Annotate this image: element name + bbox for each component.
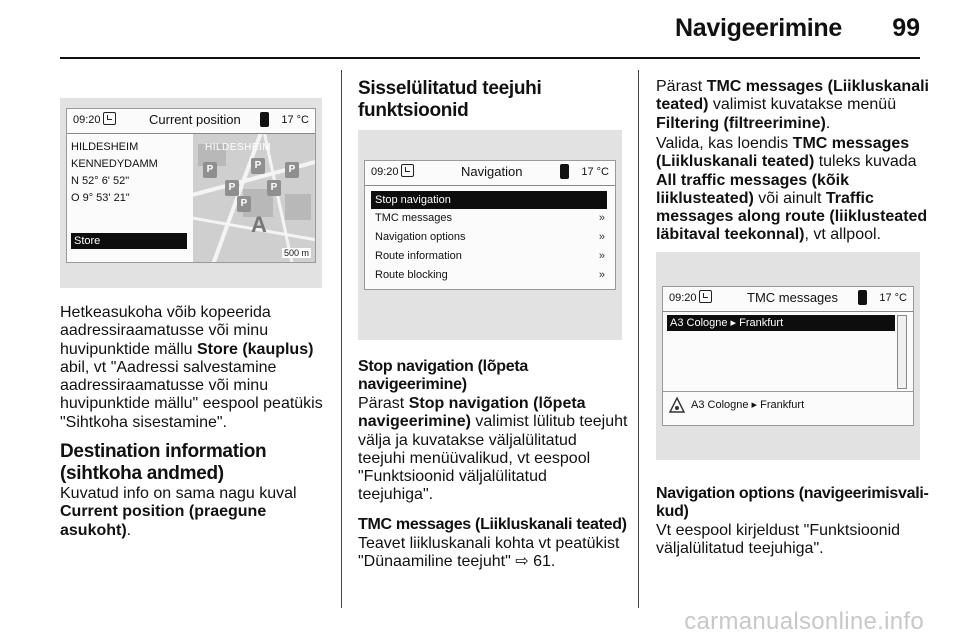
text-line bbox=[656, 96, 936, 114]
list-divider bbox=[663, 391, 913, 392]
text-line: huvipunktide mällu" eespool peatükis bbox=[60, 395, 323, 413]
heading-line: Navigation options (navigeerimisvali- bbox=[656, 485, 929, 502]
parking-pin-icon: P bbox=[267, 180, 281, 196]
text-bold: Current position (praegune asukoht) bbox=[60, 503, 267, 539]
page-header-title: Navigeerimine bbox=[674, 14, 842, 42]
tmc-messages-subheading: TMC messages (Liikluskanali teated) bbox=[358, 516, 627, 533]
text-line bbox=[656, 172, 936, 190]
text-span: tuleks kuvada bbox=[814, 153, 917, 171]
text-bold: läbitaval teekonnal) bbox=[656, 226, 805, 244]
temperature: 17 °C bbox=[879, 292, 907, 304]
text-line: Hetkeasukoha võib kopeerida bbox=[60, 304, 271, 321]
text-span: Pärast bbox=[358, 395, 409, 412]
clock-icon bbox=[401, 164, 414, 177]
current-position-screenshot bbox=[60, 98, 322, 288]
text-line: "Sihtkoha sisestamine". bbox=[60, 413, 227, 431]
text-bold: (Liikluskanali teated) bbox=[656, 153, 815, 171]
page-reference-icon: ⇨ bbox=[515, 553, 529, 571]
col3-paragraph-2 bbox=[656, 135, 936, 245]
col3-paragraph-3 bbox=[656, 522, 936, 559]
text-line: Teavet liikluskanali kohta vt peatükist bbox=[358, 535, 620, 552]
text-span: . bbox=[126, 521, 132, 539]
map-city-label: HILDESHEIM bbox=[205, 142, 272, 153]
temperature: 17 °C bbox=[581, 166, 609, 178]
text-bold: teated) bbox=[656, 96, 709, 114]
text-span: huvipunktide mällu bbox=[60, 340, 197, 358]
text-span: , vt allpool. bbox=[804, 226, 881, 244]
current-position-screen bbox=[66, 108, 316, 263]
thermometer-icon bbox=[260, 112, 269, 127]
page-reference[interactable]: 61. bbox=[533, 553, 556, 571]
heading-line: Destination information bbox=[60, 441, 267, 462]
col1-paragraph-1 bbox=[60, 304, 330, 432]
col2-paragraph-2 bbox=[358, 535, 638, 572]
clock-time: 09:20 bbox=[371, 166, 399, 178]
heading-line: Sisselülitatud teejuhi bbox=[358, 78, 542, 99]
text-bold: navigeerimine) bbox=[358, 413, 471, 431]
tmc-messages-screenshot bbox=[656, 252, 920, 460]
column-divider-1 bbox=[341, 70, 342, 608]
text-span: valimist lülitub teejuht bbox=[470, 413, 628, 431]
thermometer-icon bbox=[858, 290, 867, 305]
map-block bbox=[285, 194, 311, 220]
screen-status-bar bbox=[365, 161, 615, 185]
menu-item-label: Navigation options bbox=[375, 231, 466, 243]
tmc-messages-screen bbox=[662, 286, 914, 426]
text-line: Vt eespool kirjeldust "Funktsioonid bbox=[656, 522, 901, 539]
store-button[interactable]: Store bbox=[71, 233, 187, 249]
longitude: O 9° 53' 21" bbox=[71, 192, 130, 204]
text-bold: Traffic bbox=[825, 189, 874, 207]
clock-icon bbox=[699, 290, 712, 303]
parking-pin-icon: P bbox=[203, 162, 217, 178]
text-bold: TMC messages bbox=[792, 135, 910, 152]
latitude: N 52° 6' 52" bbox=[71, 175, 130, 187]
text-line: teejuhi menüüvalikud, vt eespool bbox=[358, 449, 591, 467]
map-scale: 500 m bbox=[283, 248, 309, 258]
text-span: Pärast bbox=[656, 78, 707, 95]
menu-item-navigation-options[interactable] bbox=[371, 228, 607, 246]
screen-divider bbox=[663, 311, 913, 312]
text-bold: TMC messages (Liikluskanali bbox=[706, 78, 929, 95]
tmc-message-selected[interactable]: A3 Cologne ▸ Frankfurt bbox=[667, 315, 895, 331]
text-line bbox=[358, 395, 633, 413]
address-info bbox=[71, 139, 158, 207]
chevron-right-icon: » bbox=[598, 231, 605, 243]
text-line bbox=[656, 208, 936, 226]
menu-item-label: Stop navigation bbox=[375, 194, 451, 206]
text-bold: Stop navigation (lõpeta bbox=[408, 395, 586, 412]
menu-item-route-blocking[interactable] bbox=[371, 266, 607, 284]
header-rule bbox=[60, 57, 920, 59]
text-line: teejuhiga". bbox=[358, 486, 434, 504]
address-city: HILDESHEIM bbox=[71, 141, 139, 153]
menu-item-label: Route blocking bbox=[375, 269, 448, 281]
navigation-options-subheading bbox=[656, 485, 940, 522]
text-span: Valida, kas loendis bbox=[656, 135, 793, 152]
text-line: välja ja kuvatakse väljalülitatud bbox=[358, 431, 577, 449]
heading-line: Stop navigation (lõpeta bbox=[358, 358, 528, 375]
heading-line: funktsioonid bbox=[358, 100, 469, 121]
tmc-message-detail: A3 Cologne ▸ Frankfurt bbox=[691, 399, 805, 411]
text-bold: Filtering (filtreerimine) bbox=[656, 114, 826, 132]
heading-line: (sihtkoha andmed) bbox=[60, 463, 224, 484]
menu-item-label: Route information bbox=[375, 250, 462, 262]
text-line: väljalülitatud teejuhiga". bbox=[656, 540, 824, 558]
temperature: 17 °C bbox=[281, 114, 309, 126]
thermometer-icon bbox=[560, 164, 569, 179]
clock-icon bbox=[103, 112, 116, 125]
map-view[interactable] bbox=[193, 134, 316, 263]
screen-status-bar bbox=[67, 109, 315, 133]
stop-navigation-subheading bbox=[358, 358, 628, 395]
text-span: või ainult bbox=[753, 189, 826, 207]
screen-title: Navigation bbox=[461, 164, 523, 179]
text-line: aadressiraamatusse või minu bbox=[60, 377, 269, 395]
text-line: aadressiraamatusse või minu bbox=[60, 322, 269, 340]
text-span: valimist kuvatakse menüü bbox=[708, 96, 897, 114]
scrollbar[interactable] bbox=[897, 315, 907, 389]
menu-item-tmc-messages[interactable] bbox=[371, 209, 607, 227]
heading-line: kud) bbox=[656, 503, 689, 521]
text-line: "Funktsioonid väljalülitatud bbox=[358, 468, 547, 486]
text-line bbox=[656, 153, 936, 171]
menu-item-label: TMC messages bbox=[375, 212, 453, 224]
text-line bbox=[60, 503, 340, 540]
menu-item-route-information[interactable] bbox=[371, 247, 607, 265]
text-line bbox=[656, 135, 936, 153]
traffic-warning-icon bbox=[669, 397, 685, 413]
position-arrow-icon: A bbox=[251, 212, 267, 237]
parking-pin-icon: P bbox=[237, 196, 251, 212]
page-number: 99 bbox=[892, 14, 920, 42]
navigation-menu-screen bbox=[364, 160, 616, 290]
chevron-right-icon: » bbox=[598, 250, 605, 262]
text-bold: messages along route (liiklusteated bbox=[656, 208, 928, 226]
parking-pin-icon: P bbox=[225, 180, 239, 196]
text-span: "Dünaamiline teejuht" bbox=[358, 553, 511, 571]
active-guidance-heading bbox=[358, 78, 628, 122]
address-street: KENNEDYDAMM bbox=[71, 158, 158, 170]
watermark: carmanualsonline.info bbox=[684, 608, 924, 635]
text-line bbox=[656, 115, 936, 133]
navigation-menu-screenshot bbox=[358, 130, 622, 340]
text-line bbox=[656, 190, 936, 208]
text-bold: Store (kauplus) bbox=[196, 340, 314, 358]
text-bold: liiklusteated) bbox=[656, 189, 754, 207]
text-line bbox=[60, 341, 330, 359]
destination-info-heading bbox=[60, 441, 340, 485]
menu-item-stop-navigation[interactable] bbox=[371, 191, 607, 209]
text-line bbox=[358, 553, 638, 571]
text-line bbox=[358, 413, 633, 431]
parking-pin-icon: P bbox=[285, 162, 299, 178]
screen-status-bar bbox=[663, 287, 913, 311]
col3-paragraph-1 bbox=[656, 78, 936, 133]
screen-title: TMC messages bbox=[747, 290, 839, 305]
col1-paragraph-2 bbox=[60, 485, 340, 540]
text-line: Kuvatud info on sama nagu kuval bbox=[60, 485, 297, 502]
clock-time: 09:20 bbox=[73, 114, 101, 126]
parking-pin-icon: P bbox=[251, 158, 265, 174]
text-bold: All traffic messages (kõik bbox=[656, 171, 849, 189]
heading-line: navigeerimine) bbox=[358, 376, 467, 394]
chevron-right-icon: » bbox=[598, 212, 605, 224]
screen-title: Current position bbox=[149, 112, 241, 127]
column-divider-2 bbox=[638, 70, 639, 608]
screen-divider bbox=[365, 185, 615, 186]
chevron-right-icon: » bbox=[598, 269, 605, 281]
text-line bbox=[656, 78, 936, 96]
text-span: . bbox=[825, 114, 831, 132]
col2-paragraph-1 bbox=[358, 395, 633, 505]
text-line bbox=[656, 226, 936, 244]
text-line: abil, vt "Aadressi salvestamine bbox=[60, 358, 277, 376]
clock-time: 09:20 bbox=[669, 292, 697, 304]
